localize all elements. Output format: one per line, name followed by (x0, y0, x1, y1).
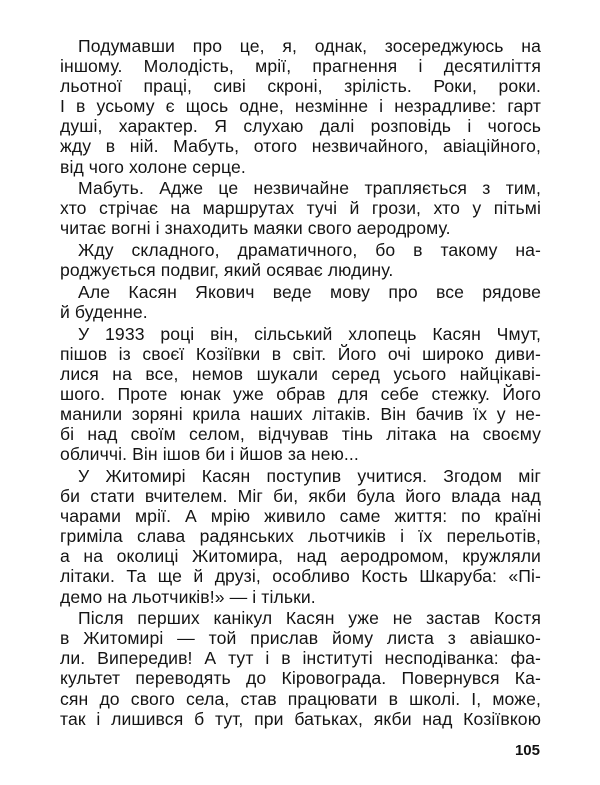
text-line: обличчі. Він ішов би і йшов за нею... (60, 444, 359, 465)
text-line: гриміла слава радянських льотчиків і їх перельотів, (60, 526, 541, 547)
text-line: читає вогні і знаходить маяки свого аеродрому. (60, 218, 451, 239)
text-line: би стати вчителем. Міг би, якби була його влада над (60, 486, 541, 507)
text-line: Але Касян Якович веде мову про все рядове (78, 281, 541, 302)
text-line: душі, характер. Я слухаю далі розповідь і чогось (60, 116, 541, 137)
paragraph (60, 282, 541, 322)
text-line: Жду складного, драматичного, бо в такому на- (78, 240, 541, 261)
paragraph (60, 608, 541, 729)
text-line: У 1933 році він, сільський хлопець Касян Чмут, (78, 323, 541, 344)
text-line: в Житомирі — той прислав йому листа з авіашко- (60, 628, 541, 649)
paragraph (60, 466, 541, 607)
text-line: манили зоряні крила наших літаків. Він бачив їх у не- (60, 404, 541, 425)
paragraph (60, 240, 541, 280)
text-line: бі над своїм селом, відчував тінь літака на своєму (60, 424, 541, 445)
text-line: Подумавши про це, я, однак, зосереджуюсь на (78, 36, 541, 56)
text-line: шого. Проте юнак уже обрав для себе стежку. Його (60, 383, 541, 404)
paragraph (60, 324, 541, 465)
text-line: а на околиці Житомира, над аеродромом, кружляли (60, 546, 541, 567)
text-line: культет переводять до Кіровограда. Повернувся Ка- (60, 668, 541, 689)
text-line: літаки. Та ще й друзі, особливо Кость Шкаруба: «Пі- (60, 566, 541, 587)
book-page-text (60, 36, 541, 729)
text-line: так і лишився б тут, при батьках, якби над Козіївкою (60, 708, 541, 729)
paragraph (60, 178, 541, 238)
text-line: ли. Випередив! А тут і в інституті несподіванка: фа- (60, 648, 541, 669)
text-line: льотної праці, сиві скроні, зрілість. Роки, роки. (60, 76, 541, 97)
text-line: роджується подвиг, який осяває людину. (60, 260, 394, 281)
text-line: Після перших канікул Касян уже не застав Костя (78, 608, 541, 629)
text-line: й буденне. (60, 302, 148, 322)
text-line: чарами мрії. А мрію живило саме життя: по країні (60, 506, 541, 527)
text-line: Мабуть. Адже це незвичайне трапляється з тим, (78, 178, 541, 199)
text-line: лися на все, немов шукали серед усього найцікаві- (60, 363, 541, 384)
text-line: іншому. Молодість, мрії, прагнення і десятиліття (60, 56, 541, 77)
text-line: хто стрічає на маршрутах тучі й грози, хто у пітьмі (60, 198, 541, 219)
text-line: від чого холоне серце. (60, 156, 246, 177)
page-number: 105 (514, 742, 540, 759)
text-line: демо на льотчиків!» — і тільки. (60, 586, 316, 607)
text-line: сян до свого села, став працювати в школі. І, може, (60, 688, 541, 709)
paragraph (60, 36, 541, 177)
text-line: І в усьому є щось одне, незмінне і незрадливе: гарт (60, 96, 541, 117)
text-line: У Житомирі Касян поступив учитися. Згодом міг (78, 465, 541, 486)
text-line: жду в ній. Мабуть, отого незвичайного, авіаційного, (60, 136, 541, 157)
text-line: пішов із своєї Козіївки в світ. Його очі широко диви- (60, 343, 541, 364)
